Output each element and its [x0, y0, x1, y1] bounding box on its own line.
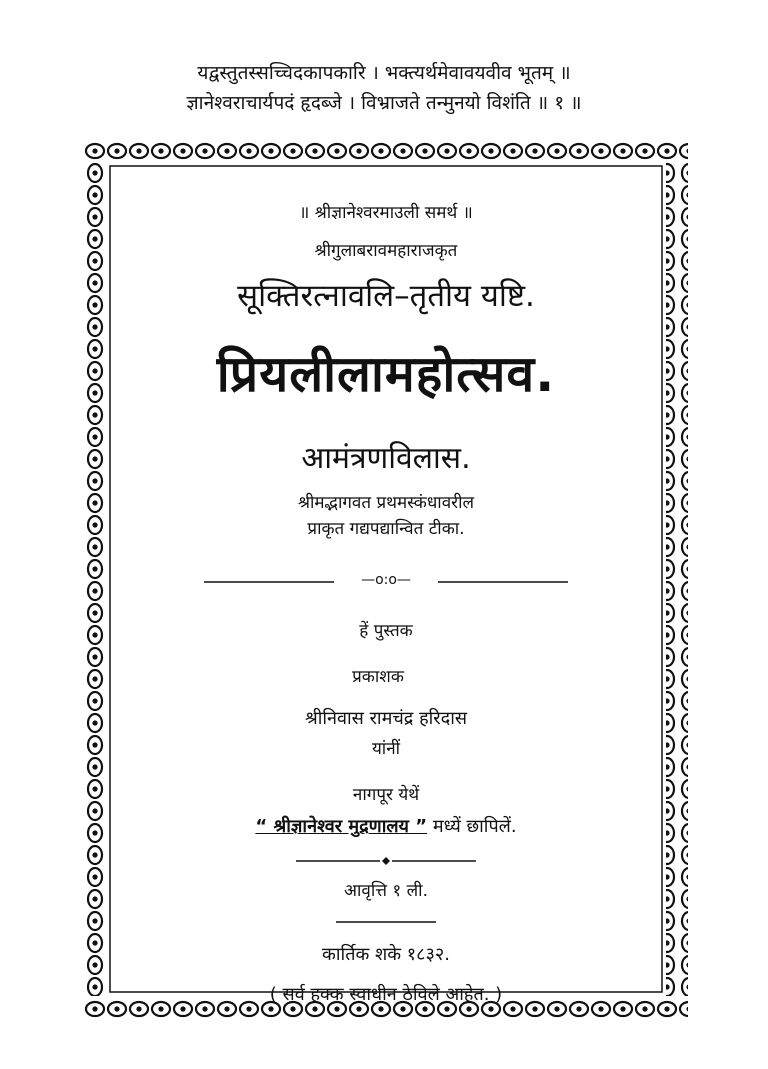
author-line: श्रीगुलाबरावमहाराजकृत [314, 241, 458, 261]
book-line: हें पुस्तक [359, 621, 413, 641]
series-title: सूक्तिरत्नावलि–तृतीय यष्टि. [237, 278, 535, 314]
epigraph-line-1: यद्वस्तुतस्सच्चिदकापकारि । भक्त्यर्थमेवावयवीव भूतम् ॥ [197, 62, 571, 84]
epigraph-line-2: ज्ञानेश्वराचार्यपदं हृदब्जे । विभ्राजते तन्मुनयो विशंति ॥ १ ॥ [186, 92, 582, 114]
edition-line: आवृत्ति १ ली. [344, 881, 428, 901]
place-line: नागपूर येथें [352, 785, 420, 805]
bottom-divider-rule [336, 920, 436, 924]
decorative-border-frame [84, 140, 688, 1018]
rights-line: ( सर्व हक्क स्वाधीन ठेविले आहेत. ) [269, 984, 503, 1005]
description-line-1: श्रीमद्भागवत प्रथमस्कंधावरील [297, 493, 475, 513]
blessing-line: ॥ श्रीज्ञानेश्वरमाउली समर्थ ॥ [299, 203, 473, 223]
ornament-mark: —o:o— [361, 572, 411, 588]
press-suffix: मध्यें छापिलें. [432, 816, 517, 837]
press-name: “ श्रीज्ञानेश्वर मुद्रणालय ” [255, 816, 428, 837]
short-divider-rule [296, 856, 476, 866]
date-line: कार्तिक शके १८३२. [322, 944, 450, 965]
main-title: प्रियलीलामहोत्सव. [216, 345, 556, 403]
publisher-label: प्रकाशक [352, 667, 404, 687]
description-line-2: प्राकृत गद्यपद्यान्वित टीका. [307, 519, 465, 539]
publisher-name: श्रीनिवास रामचंद्र हरिदास [304, 708, 468, 729]
title-page-content [124, 200, 648, 1005]
epigraph-verse [0, 58, 768, 118]
by-line: यांनीं [371, 739, 401, 759]
press-line [124, 814, 648, 838]
subtitle: आमंत्रणविलास. [301, 441, 471, 476]
